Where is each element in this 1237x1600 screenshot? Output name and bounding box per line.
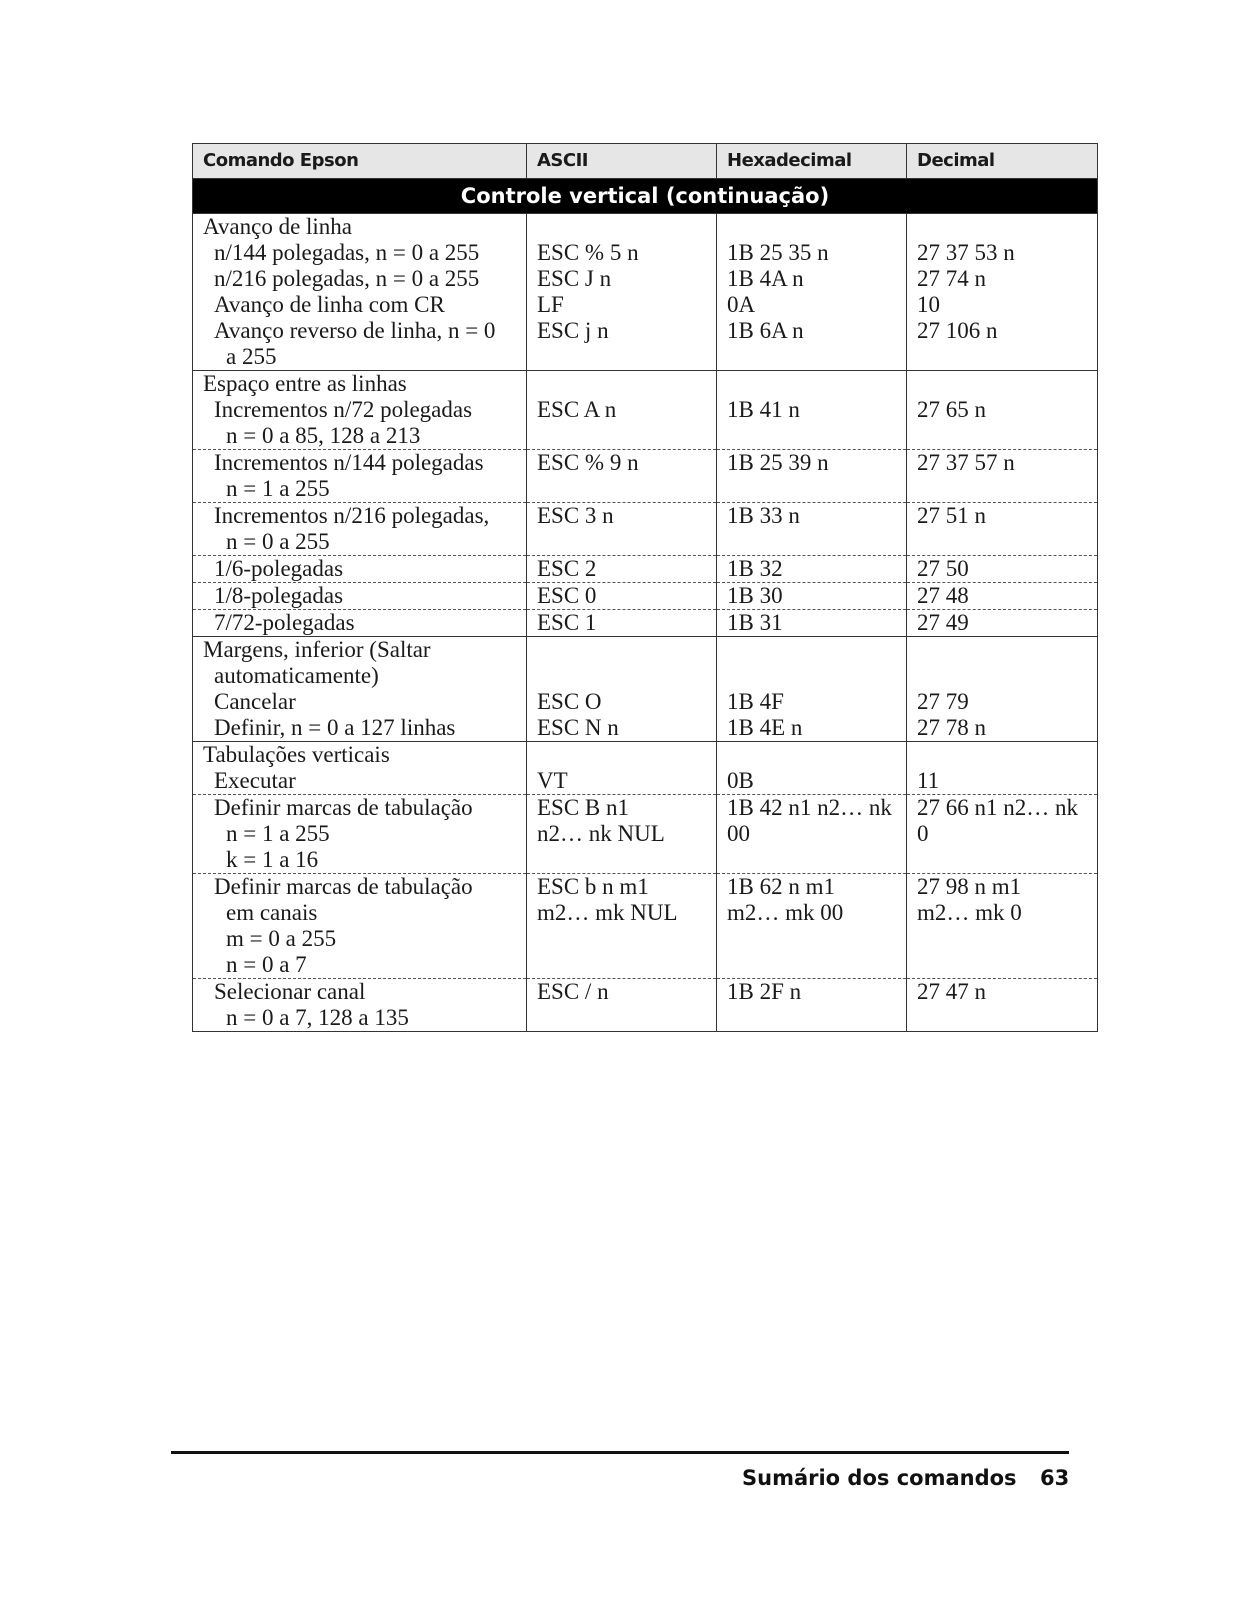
row-name: 1/6-polegadas [214, 556, 344, 581]
group-title: Margens, inferior (Saltar [203, 637, 431, 662]
row-hex: 1B 4F [717, 689, 907, 715]
row-ascii: ESC j n [527, 318, 717, 371]
row-ascii: ESC J n [527, 266, 717, 292]
row-dec: 11 [907, 768, 1098, 795]
group-header-row [193, 637, 1098, 690]
row-name: Definir marcas de tabulação [214, 874, 473, 899]
row-ascii: ESC b n m1 [537, 874, 649, 899]
row-dec: 27 106 n [907, 318, 1098, 371]
table-row [193, 979, 1098, 1032]
table-row [193, 556, 1098, 583]
row-name: n/216 polegadas, n = 0 a 255 [214, 266, 480, 291]
row-ascii: ESC 2 [527, 556, 717, 583]
row-name-cont: n = 1 a 255 [226, 476, 330, 501]
row-dec: 27 37 53 n [907, 240, 1098, 266]
row-ascii: ESC 3 n [527, 503, 717, 556]
row-dec: 27 79 [907, 689, 1098, 715]
row-hex: 1B 2F n [717, 979, 907, 1032]
row-name: Avanço reverso de linha, n = 0 [214, 318, 496, 343]
row-hex: 0A [717, 292, 907, 318]
table-row [193, 397, 1098, 450]
row-ascii: ESC % 9 n [527, 450, 717, 503]
table-row [193, 318, 1098, 371]
row-name: Definir, n = 0 a 127 linhas [214, 715, 456, 740]
row-name-cont: m = 0 a 255 [226, 926, 337, 951]
row-hex-cont: m2… mk 00 [727, 900, 844, 925]
row-hex: 1B 32 [717, 556, 907, 583]
table-row [193, 795, 1098, 874]
row-name: 7/72-polegadas [214, 610, 355, 635]
row-name-cont: n = 0 a 255 [226, 529, 330, 554]
row-ascii-cont: n2… nk NUL [537, 821, 665, 846]
section-title: Controle vertical (continuação) [193, 179, 1098, 214]
group-header-row [193, 742, 1098, 769]
row-hex: 1B 33 n [717, 503, 907, 556]
header-hexadecimal: Hexadecimal [717, 144, 907, 179]
row-hex: 1B 25 39 n [717, 450, 907, 503]
table-header-row [193, 144, 1098, 179]
row-name-cont: n = 1 a 255 [226, 821, 330, 846]
page-number: 63 [1040, 1466, 1070, 1490]
table-row [193, 874, 1098, 979]
header-comando-epson: Comando Epson [193, 144, 527, 179]
row-hex-cont: 00 [727, 821, 750, 846]
row-dec: 27 65 n [907, 397, 1098, 450]
table-row [193, 450, 1098, 503]
row-ascii: ESC N n [527, 715, 717, 742]
row-name: n/144 polegadas, n = 0 a 255 [214, 240, 480, 265]
group-header-row [193, 214, 1098, 241]
row-name-cont: a 255 [226, 344, 277, 369]
row-dec: 27 47 n [907, 979, 1098, 1032]
row-ascii: ESC % 5 n [527, 240, 717, 266]
row-dec: 27 49 [907, 610, 1098, 637]
row-dec: 27 51 n [907, 503, 1098, 556]
row-ascii: ESC 0 [527, 583, 717, 610]
table-row [193, 768, 1098, 795]
row-ascii: ESC B n1 [537, 795, 630, 820]
command-table [192, 143, 1098, 1032]
row-ascii: VT [527, 768, 717, 795]
row-name: Definir marcas de tabulação [214, 795, 473, 820]
footer-rule [171, 1451, 1069, 1454]
row-hex: 1B 6A n [717, 318, 907, 371]
section-row [193, 179, 1098, 214]
table-row [193, 715, 1098, 742]
row-hex: 1B 30 [717, 583, 907, 610]
row-dec: 27 78 n [907, 715, 1098, 742]
row-hex: 1B 62 n m1 [727, 874, 835, 899]
row-name: Selecionar canal [214, 979, 366, 1004]
row-name-cont: n = 0 a 85, 128 a 213 [226, 423, 421, 448]
row-name-cont: k = 1 a 16 [226, 847, 319, 872]
row-hex: 1B 31 [717, 610, 907, 637]
row-hex: 1B 42 n1 n2… nk [727, 795, 892, 820]
row-name-cont: n = 0 a 7 [226, 952, 307, 977]
row-name: Incrementos n/72 polegadas [214, 397, 473, 422]
group-header-row [193, 371, 1098, 398]
row-dec: 27 98 n m1 [917, 874, 1022, 899]
table-row [193, 503, 1098, 556]
row-dec: 27 48 [907, 583, 1098, 610]
row-dec: 27 74 n [907, 266, 1098, 292]
row-name: Incrementos n/144 polegadas [214, 450, 484, 475]
row-dec: 10 [907, 292, 1098, 318]
table-row [193, 292, 1098, 318]
group-title-cont: automaticamente) [214, 663, 379, 688]
row-ascii: ESC O [527, 689, 717, 715]
row-name: Incrementos n/216 polegadas, [214, 503, 490, 528]
footer-section-title: Sumário dos comandos [742, 1466, 1017, 1490]
group-title: Tabulações verticais [193, 742, 527, 769]
row-name: Executar [214, 768, 296, 793]
table-row [193, 240, 1098, 266]
table-row [193, 689, 1098, 715]
row-name-cont: n = 0 a 7, 128 a 135 [226, 1005, 409, 1030]
row-hex: 1B 25 35 n [717, 240, 907, 266]
row-hex: 0B [717, 768, 907, 795]
header-ascii: ASCII [527, 144, 717, 179]
header-decimal: Decimal [907, 144, 1098, 179]
table-row [193, 583, 1098, 610]
row-hex: 1B 4E n [717, 715, 907, 742]
row-ascii: ESC A n [527, 397, 717, 450]
row-hex: 1B 4A n [717, 266, 907, 292]
group-title: Avanço de linha [193, 214, 527, 241]
row-ascii-cont: m2… mk NUL [537, 900, 678, 925]
row-name: Avanço de linha com CR [214, 292, 445, 317]
row-name-cont: em canais [226, 900, 318, 925]
row-name: Cancelar [214, 689, 296, 714]
row-dec: 27 66 n1 n2… nk [917, 795, 1078, 820]
group-title: Espaço entre as linhas [193, 371, 527, 398]
row-dec-cont: m2… mk 0 [917, 900, 1022, 925]
row-dec: 27 37 57 n [907, 450, 1098, 503]
row-dec-cont: 0 [917, 821, 929, 846]
row-ascii: ESC 1 [527, 610, 717, 637]
row-dec: 27 50 [907, 556, 1098, 583]
row-name: 1/8-polegadas [214, 583, 344, 608]
table-row [193, 266, 1098, 292]
row-ascii: ESC / n [527, 979, 717, 1032]
row-hex: 1B 41 n [717, 397, 907, 450]
row-ascii: LF [527, 292, 717, 318]
table-row [193, 610, 1098, 637]
